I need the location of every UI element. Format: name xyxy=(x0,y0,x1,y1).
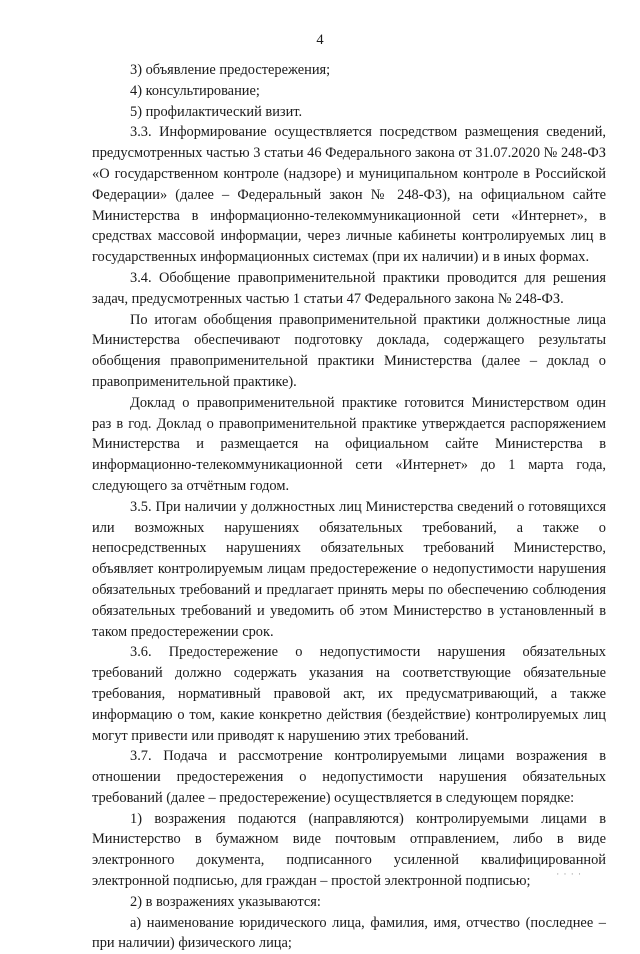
paragraph-objection-submission: 1) возражения подаются (направляются) контролируемыми лицами в Министерство в бумажном виде почтовым отправлением, либо в виде электронного документа, подписанного усиленной квалифицированной электронной подписью, для граждан – простой электронной подписью; xyxy=(92,810,606,890)
list-item-preventive-warning: 3) объявление предостережения; xyxy=(130,62,331,78)
paragraph-section-3-6: 3.6. Предостережение о недопустимости нарушения обязательных требований должно содержать указания на соответствующие обязательные требования, нормативный правовой акт, их предусматривающий, а также информацию о том, какие конкретно действия (бездействие) контролируемых лиц могут привести или приводят к нарушению этих требований. xyxy=(92,644,606,744)
document-body xyxy=(92,60,606,954)
paragraph-objection-name: а) наименование юридического лица, фамилия, имя, отчество (последнее – при наличии) физического лица; xyxy=(92,914,606,952)
paragraph-section-3-5: 3.5. При наличии у должностных лиц Министерства сведений о готовящихся или возможных нарушениях обязательных требований, а также о непосредственных нарушениях обязательных требований Министерство, объявляет контролируемым лицам предостережение о недопустимости нарушения обязательных требований и предлагает принять меры по обеспечению соблюдения обязательных требований и уведомить об этом Министерство в установленный в таком предостережении срок. xyxy=(92,498,606,640)
paragraph-section-3-3: 3.3. Информирование осуществляется посредством размещения сведений, предусмотренных частью 3 статьи 46 Федерального закона от 31.07.2020 № 248-ФЗ «О государственном контроле (надзоре) и муниципальном контроле в Российской Федерации» (далее – Федеральный закон № 248-ФЗ), на официальном сайте Министерства в информационно-телекоммуникационной сети «Интернет», в средствах массовой информации, через личные кабинеты контролируемых лиц в государственных информационных системах (при их наличии) и в иных формах. xyxy=(92,124,606,266)
paragraph-objection-contents: 2) в возражениях указываются: xyxy=(130,893,321,910)
paragraph-report-publication: Доклад о правоприменительной практике готовится Министерством один раз в год. Доклад о правоприменительной практике утверждается распоряжением Министерства и размещается на официальном сайте Министерства в информационно-телекоммуникационной сети «Интернет» до 1 марта года, следующего за отчётным годом. xyxy=(92,394,606,494)
paragraph-section-3-7: 3.7. Подача и рассмотрение контролируемыми лицами возражения в отношении предостережения о недопустимости нарушения обязательных требований (далее – предостережение) осуществляется в следующем порядке: xyxy=(92,748,606,806)
list-item-consulting: 4) консультирование; xyxy=(130,82,260,99)
page-number: 4 xyxy=(316,32,324,48)
list-item-preventive-visit: 5) профилактический визит. xyxy=(130,103,303,120)
scan-mark: · · · · xyxy=(556,869,582,879)
paragraph-section-3-4: 3.4. Обобщение правоприменительной практики проводится для решения задач, предусмотренных частью 1 статьи 47 Федерального закона № 248-ФЗ. xyxy=(92,269,606,307)
paragraph-practice-report: По итогам обобщения правоприменительной практики должностные лица Министерства обеспечивают подготовку доклада, содержащего результаты обобщения правоприменительной практики Министерства (далее – доклад о правоприменительной практике). xyxy=(92,311,606,390)
